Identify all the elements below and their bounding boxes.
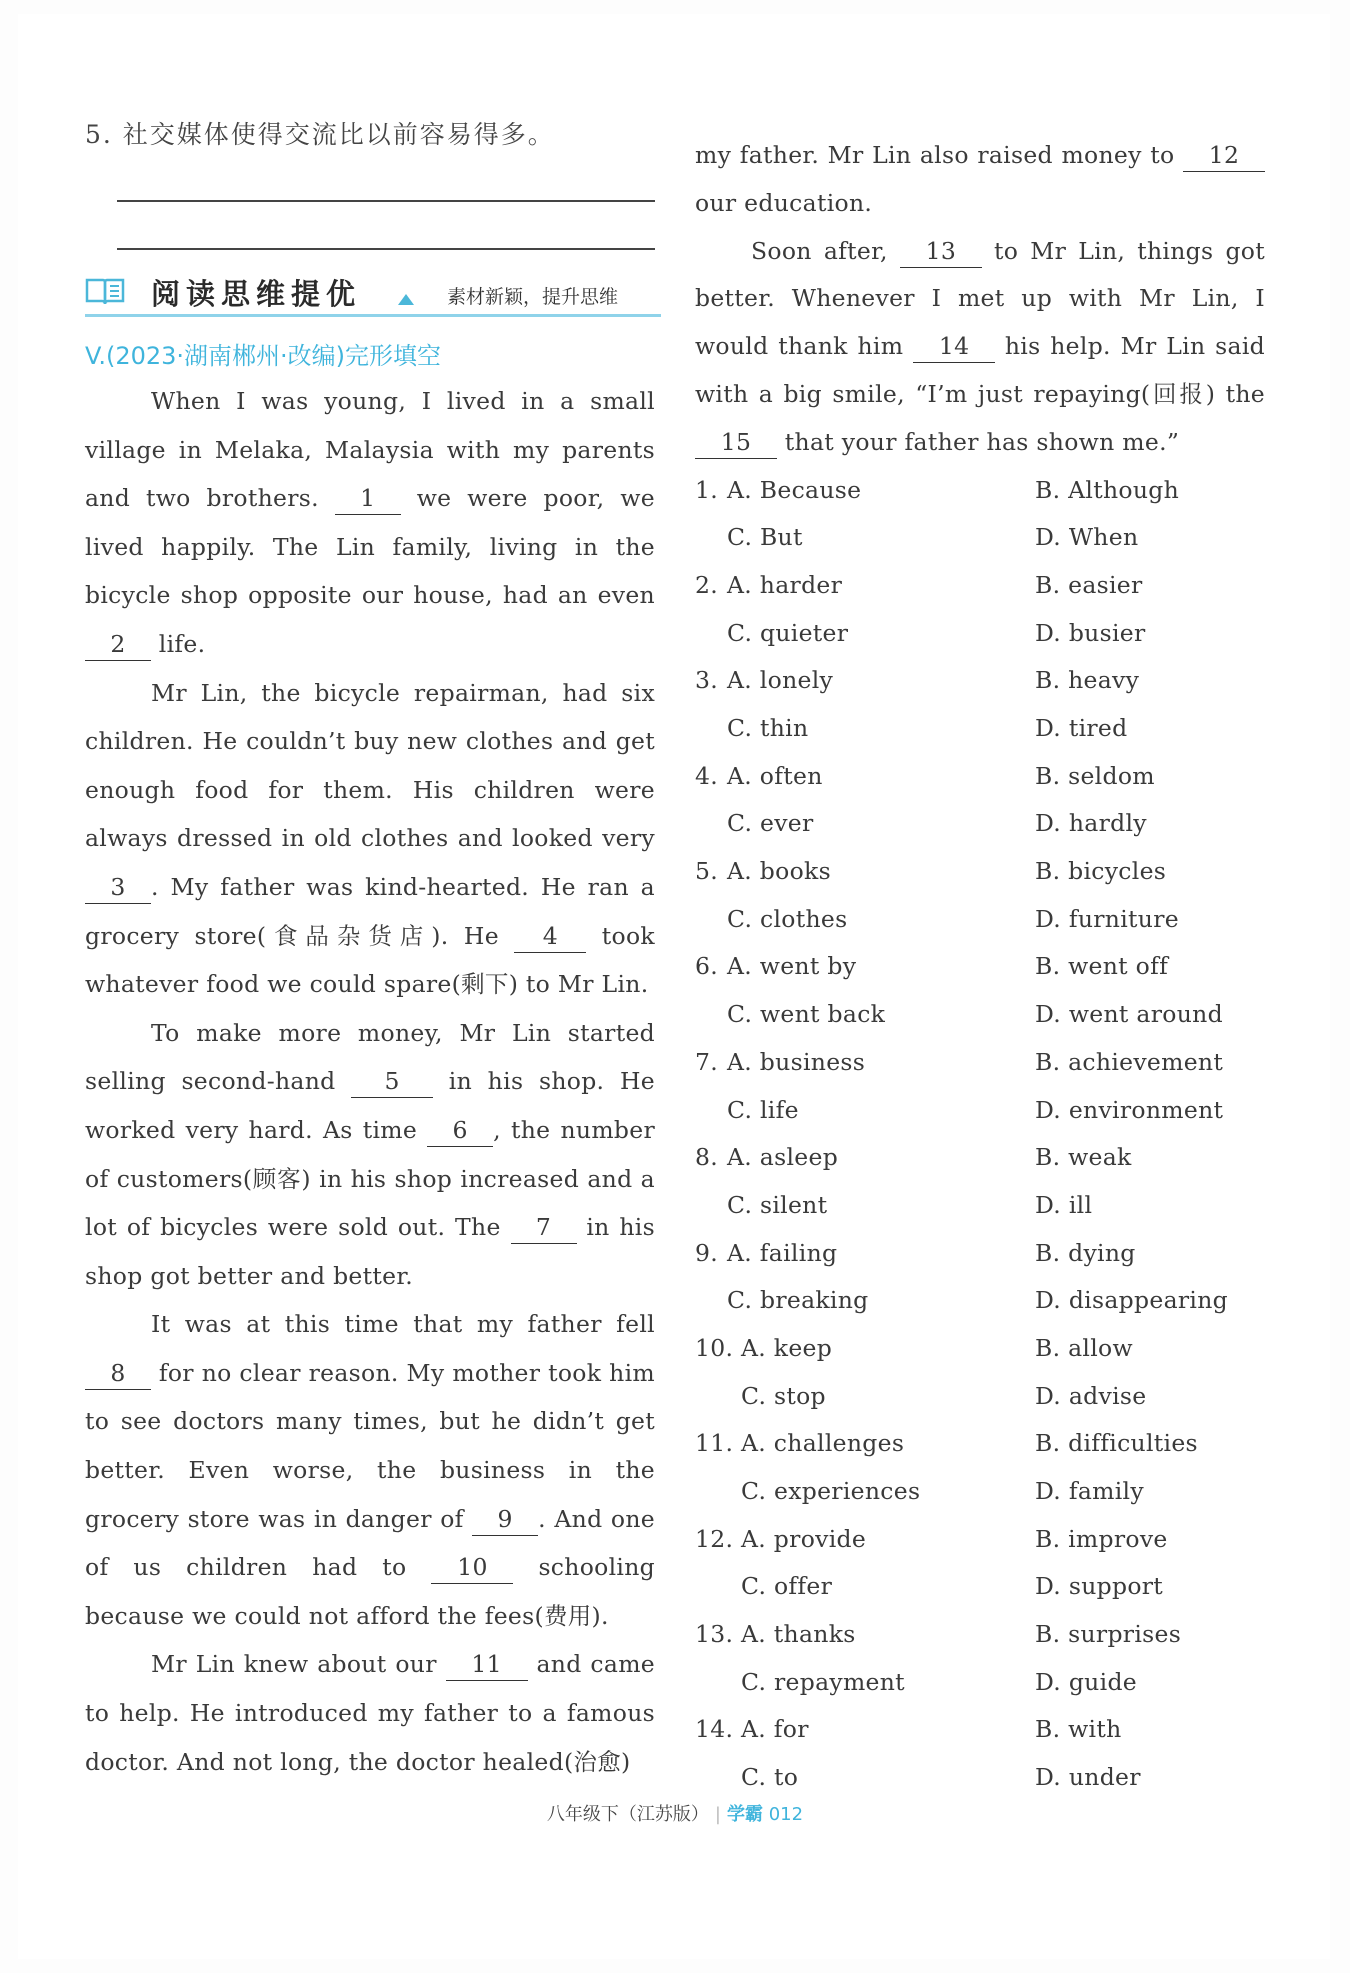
- passage-text: my father. Mr Lin also raised money to: [695, 141, 1175, 169]
- option-row: [695, 1182, 1265, 1230]
- option-a[interactable]: A. went by: [727, 952, 857, 981]
- section-header: [85, 268, 655, 316]
- option-row: [695, 562, 1265, 610]
- option-d[interactable]: D. furniture: [1035, 904, 1179, 933]
- option-row: [695, 514, 1265, 562]
- question-number: 7.: [695, 1047, 719, 1076]
- question-number: 5.: [695, 857, 719, 886]
- blank-13[interactable]: 13: [900, 235, 982, 268]
- passage-text: for no clear reason. My mother took him to see doctors many times, but he didn’t get better. Even worse, the business in the grocery store was in danger of: [85, 1358, 655, 1533]
- question-number: 11.: [695, 1429, 734, 1458]
- option-c[interactable]: C. offer: [741, 1572, 833, 1601]
- option-c[interactable]: C. to: [741, 1763, 799, 1792]
- right-column: [695, 132, 1265, 1802]
- option-row: [695, 800, 1265, 848]
- option-b[interactable]: B. with: [1035, 1715, 1122, 1744]
- passage-text: his help. Mr Lin said with a big smile, “I’m just repaying(回报) the: [695, 332, 1265, 408]
- footer-grade: 八年级下（江苏版）: [546, 1804, 709, 1825]
- option-d[interactable]: D. family: [1035, 1477, 1144, 1506]
- option-c[interactable]: C. life: [727, 1095, 799, 1124]
- blank-4[interactable]: 4: [514, 920, 586, 953]
- cloze-passage: [85, 377, 655, 1786]
- question-number: 12.: [695, 1524, 734, 1553]
- option-d[interactable]: D. hardly: [1035, 809, 1147, 838]
- option-c[interactable]: C. quieter: [727, 618, 849, 647]
- answer-line[interactable]: [117, 200, 655, 202]
- option-row: [695, 657, 1265, 705]
- passage-text: took whatever food we could spare(剩下) to Mr Lin.: [85, 921, 655, 999]
- option-b[interactable]: B. difficulties: [1035, 1429, 1198, 1458]
- passage-text: When I was young, I lived in a small village in Melaka, Malaysia with my parents and two brothers.: [85, 387, 655, 513]
- passage-text: schooling because we could not afford the fees(费用).: [85, 1553, 655, 1630]
- option-row: [695, 1373, 1265, 1421]
- paragraph: [695, 132, 1265, 228]
- option-a[interactable]: A. asleep: [727, 1143, 839, 1172]
- option-row: [695, 1230, 1265, 1278]
- option-b[interactable]: B. surprises: [1035, 1620, 1182, 1649]
- section-subtitle: 素材新颖，提升思维: [447, 286, 619, 308]
- option-row: [695, 1134, 1265, 1182]
- option-row: [695, 1468, 1265, 1516]
- option-c[interactable]: C. went back: [727, 1000, 886, 1029]
- blank-15[interactable]: 15: [695, 426, 777, 459]
- triangle-marker-icon: [398, 294, 414, 305]
- option-row: [695, 1516, 1265, 1564]
- option-row: [695, 753, 1265, 801]
- page-footer: [0, 1800, 1350, 1826]
- option-b[interactable]: B. dying: [1035, 1238, 1136, 1267]
- question-number: 10.: [695, 1333, 734, 1362]
- passage-text: . And one of us children had to: [85, 1504, 655, 1582]
- option-a[interactable]: A. books: [727, 857, 831, 886]
- question-number: 4.: [695, 761, 719, 790]
- blank-7[interactable]: 7: [511, 1211, 577, 1244]
- option-a[interactable]: A. failing: [727, 1238, 838, 1267]
- option-row: [695, 1563, 1265, 1611]
- blank-6[interactable]: 6: [427, 1114, 493, 1147]
- passage-text: life.: [158, 629, 206, 658]
- paragraph: [695, 228, 1265, 467]
- option-d[interactable]: D. went around: [1035, 1000, 1223, 1029]
- footer-brand: 学霸: [726, 1804, 763, 1825]
- question-number: 2.: [695, 570, 719, 599]
- section-rule: [85, 314, 661, 317]
- option-row: [695, 705, 1265, 753]
- translation-question-5: 5. 社交媒体使得交流比以前容易得多。: [85, 120, 555, 149]
- footer-separator: |: [714, 1804, 721, 1825]
- option-a[interactable]: A. business: [727, 1047, 866, 1076]
- section-title: 阅读思维提优: [151, 277, 362, 311]
- paragraph: [85, 377, 655, 669]
- question-number: 6.: [695, 952, 719, 981]
- blank-3[interactable]: 3: [85, 871, 151, 904]
- option-a[interactable]: A. provide: [741, 1524, 867, 1553]
- option-c[interactable]: C. breaking: [727, 1286, 869, 1315]
- option-d[interactable]: D. When: [1035, 523, 1139, 552]
- answer-line[interactable]: [117, 248, 655, 250]
- option-row: [695, 1706, 1265, 1754]
- option-b[interactable]: B. easier: [1035, 570, 1143, 599]
- passage-text: to Mr Lin, things got better. Whenever I met up with Mr Lin, I would thank him: [695, 236, 1265, 361]
- option-row: [695, 1039, 1265, 1087]
- option-d[interactable]: D. ill: [1035, 1190, 1093, 1219]
- option-row: [695, 1754, 1265, 1802]
- option-a[interactable]: A. thanks: [741, 1620, 856, 1649]
- left-column: [85, 118, 655, 1786]
- paragraph: [85, 1009, 655, 1301]
- blank-9[interactable]: 9: [472, 1503, 538, 1536]
- option-c[interactable]: C. experiences: [741, 1477, 921, 1506]
- option-row: [695, 1325, 1265, 1373]
- option-a[interactable]: A. often: [727, 761, 823, 790]
- paragraph: [85, 1640, 655, 1786]
- option-c[interactable]: C. ever: [727, 809, 814, 838]
- passage-text: in his shop. He worked very hard. As time: [85, 1067, 655, 1144]
- options-list: [695, 467, 1265, 1802]
- blank-11[interactable]: 11: [446, 1648, 528, 1681]
- blank-2[interactable]: 2: [85, 628, 151, 661]
- passage-text: that your father has shown me.”: [784, 427, 1180, 456]
- option-b[interactable]: B. went off: [1035, 952, 1169, 981]
- blank-14[interactable]: 14: [913, 330, 995, 363]
- option-a[interactable]: A. Because: [727, 475, 862, 504]
- option-row: [695, 1659, 1265, 1707]
- option-row: [695, 943, 1265, 991]
- question-number: 3.: [695, 666, 719, 695]
- option-c[interactable]: C. But: [727, 523, 803, 552]
- option-b[interactable]: B. achievement: [1035, 1047, 1224, 1076]
- option-c[interactable]: C. stop: [741, 1381, 826, 1410]
- option-d[interactable]: D. disappearing: [1035, 1286, 1229, 1315]
- paragraph: [85, 1300, 655, 1640]
- blank-12[interactable]: 12: [1183, 139, 1265, 172]
- option-d[interactable]: D. tired: [1035, 714, 1128, 743]
- option-a[interactable]: A. harder: [727, 570, 843, 599]
- option-c[interactable]: C. silent: [727, 1190, 828, 1219]
- option-b[interactable]: B. improve: [1035, 1524, 1168, 1553]
- option-row: [695, 1087, 1265, 1135]
- option-row: [695, 1277, 1265, 1325]
- part-title: V.(2023·湖南郴州·改编)完形填空: [85, 342, 442, 370]
- option-d[interactable]: D. environment: [1035, 1095, 1224, 1124]
- passage-text: our education.: [695, 188, 873, 217]
- option-d[interactable]: D. guide: [1035, 1667, 1137, 1696]
- passage-text: It was at this time that my father fell: [151, 1310, 655, 1339]
- option-row: [695, 1611, 1265, 1659]
- option-a[interactable]: A. challenges: [741, 1429, 905, 1458]
- question-number: 13.: [695, 1620, 734, 1649]
- option-row: [695, 467, 1265, 515]
- option-b[interactable]: B. heavy: [1035, 666, 1140, 695]
- option-a[interactable]: A. lonely: [727, 666, 834, 695]
- blank-1[interactable]: 1: [335, 482, 401, 515]
- passage-text: , the number of customers(顾客) in his shop increased and a lot of bicycles were sold out. The: [85, 1115, 655, 1242]
- option-a[interactable]: A. keep: [741, 1333, 833, 1362]
- open-book-icon: [85, 276, 125, 310]
- blank-8[interactable]: 8: [85, 1357, 151, 1390]
- passage-text: we were poor, we lived happily. The Lin family, living in the bicycle shop opposite our house, had an even: [85, 484, 655, 610]
- option-b[interactable]: B. allow: [1035, 1333, 1133, 1362]
- passage-text: To make more money, Mr Lin started selling second-hand: [85, 1018, 655, 1096]
- question-number: 14.: [695, 1715, 734, 1744]
- blank-5[interactable]: 5: [351, 1065, 433, 1098]
- option-b[interactable]: B. bicycles: [1035, 857, 1167, 886]
- option-row: [695, 610, 1265, 658]
- paragraph: [85, 669, 655, 1009]
- page-number: 012: [768, 1804, 804, 1825]
- question-number: 8.: [695, 1143, 719, 1172]
- passage-text: . My father was kind-hearted. He ran a grocery store(食品杂货店). He: [85, 872, 655, 950]
- passage-text: Soon after,: [751, 236, 888, 265]
- question-number: 9.: [695, 1238, 719, 1267]
- option-c[interactable]: C. thin: [727, 714, 809, 743]
- option-c[interactable]: C. repayment: [741, 1667, 905, 1696]
- option-row: [695, 991, 1265, 1039]
- passage-text: in his shop got better and better.: [85, 1213, 655, 1290]
- option-c[interactable]: C. clothes: [727, 904, 848, 933]
- option-row: [695, 896, 1265, 944]
- option-d[interactable]: D. advise: [1035, 1381, 1147, 1410]
- option-b[interactable]: B. seldom: [1035, 761, 1155, 790]
- option-row: [695, 1420, 1265, 1468]
- passage-text: Mr Lin, the bicycle repairman, had six children. He couldn’t buy new clothes and get enough food for them. His children were always dressed in old clothes and looked very: [85, 678, 655, 853]
- option-d[interactable]: D. support: [1035, 1572, 1164, 1601]
- option-d[interactable]: D. busier: [1035, 618, 1146, 647]
- option-b[interactable]: B. Although: [1035, 475, 1180, 504]
- question-number: 1.: [695, 475, 719, 504]
- passage-text: Mr Lin knew about our: [151, 1650, 437, 1679]
- option-row: [695, 848, 1265, 896]
- passage-text: and came to help. He introduced my father to a famous doctor. And not long, the doctor healed(治愈): [85, 1650, 655, 1776]
- option-d[interactable]: D. under: [1035, 1763, 1141, 1792]
- option-b[interactable]: B. weak: [1035, 1143, 1132, 1172]
- blank-10[interactable]: 10: [431, 1551, 513, 1584]
- option-a[interactable]: A. for: [741, 1715, 809, 1744]
